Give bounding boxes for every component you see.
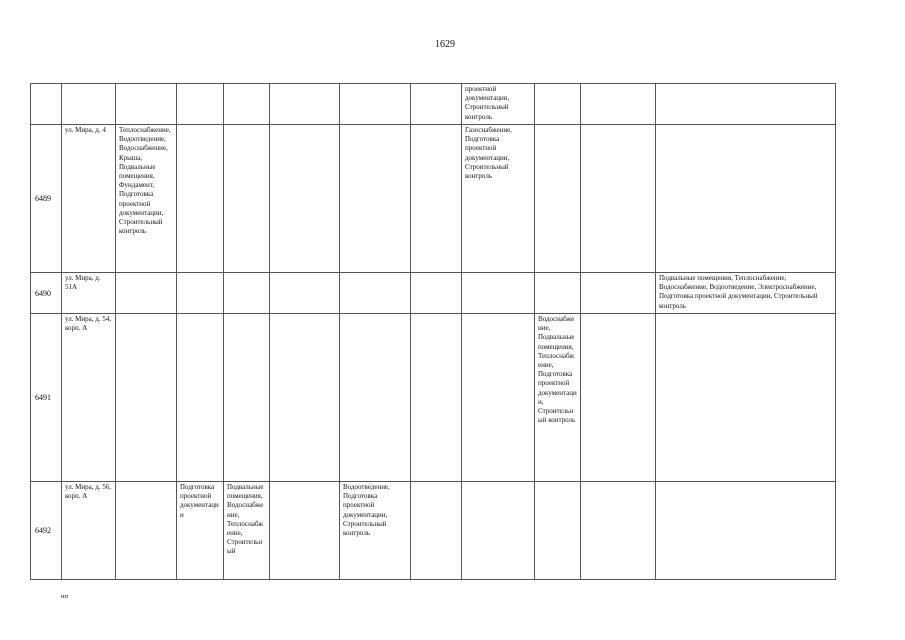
table-row xyxy=(31,482,836,580)
address-cell xyxy=(62,84,116,125)
work-cell: Теплоснабжение, Водоотведение, Водоснабжение, Крыша, Подвальные помещения, Фундамент, Подготовка проектной документации, Строительный контроль xyxy=(116,125,177,273)
work-cell xyxy=(462,273,535,314)
work-cell xyxy=(581,273,656,314)
work-cell xyxy=(535,482,581,580)
work-cell xyxy=(116,314,177,482)
work-cell xyxy=(340,273,411,314)
table-row xyxy=(31,125,836,273)
address-cell: ул. Мира, д. 51А xyxy=(62,273,116,314)
work-cell xyxy=(656,84,836,125)
work-cell xyxy=(270,314,340,482)
work-cell: проектной документации, Строительный контроль xyxy=(462,84,535,125)
work-cell xyxy=(581,125,656,273)
works-table xyxy=(30,83,836,580)
work-cell xyxy=(224,314,270,482)
work-cell xyxy=(116,273,177,314)
work-cell xyxy=(411,84,462,125)
work-cell xyxy=(224,125,270,273)
work-cell xyxy=(462,314,535,482)
work-cell xyxy=(340,125,411,273)
work-cell xyxy=(224,273,270,314)
footer-mark: нп xyxy=(61,593,68,600)
work-cell xyxy=(177,125,224,273)
row-number: 6490 xyxy=(31,273,62,314)
work-cell: Водоснабжение, Подвальные помещения, Теплоснабжение, Подготовка проектной документации, Строительный контроль xyxy=(535,314,581,482)
work-cell xyxy=(535,125,581,273)
work-cell: Газоснабжение, Подготовка проектной документации, Строительный контроль xyxy=(462,125,535,273)
row-number xyxy=(31,84,62,125)
work-cell xyxy=(224,84,270,125)
page-number: 1629 xyxy=(435,39,455,50)
work-cell xyxy=(535,273,581,314)
work-cell xyxy=(270,482,340,580)
work-cell xyxy=(656,482,836,580)
work-cell xyxy=(270,84,340,125)
work-cell: Подвальные помещения, Теплоснабжение, Водоснабжение, Водоотведение, Электроснабжение, Подготовка проектной документации, Строительный контроль xyxy=(656,273,836,314)
table-row xyxy=(31,273,836,314)
work-cell xyxy=(411,482,462,580)
table-row xyxy=(31,314,836,482)
work-cell xyxy=(462,482,535,580)
work-cell xyxy=(535,84,581,125)
work-cell xyxy=(116,482,177,580)
work-cell xyxy=(411,125,462,273)
work-cell xyxy=(340,314,411,482)
address-cell: ул. Мира, д. 56, корп. А xyxy=(62,482,116,580)
row-number: 6491 xyxy=(31,314,62,482)
work-cell xyxy=(581,84,656,125)
work-cell xyxy=(340,84,411,125)
work-cell xyxy=(177,314,224,482)
work-cell xyxy=(177,273,224,314)
work-cell xyxy=(116,84,177,125)
work-cell xyxy=(177,84,224,125)
work-cell xyxy=(656,125,836,273)
work-cell xyxy=(656,314,836,482)
work-cell xyxy=(411,314,462,482)
work-cell: Водоотведение, Подготовка проектной документации, Строительный контроль xyxy=(340,482,411,580)
address-cell: ул. Мира, д. 54, корп. А xyxy=(62,314,116,482)
work-cell: Подготовка проектной документации xyxy=(177,482,224,580)
work-cell xyxy=(581,314,656,482)
row-number: 6489 xyxy=(31,125,62,273)
address-cell: ул. Мира, д. 4 xyxy=(62,125,116,273)
work-cell xyxy=(270,125,340,273)
row-number: 6492 xyxy=(31,482,62,580)
work-cell: Подвальные помещения, Водоснабжение, Теплоснабжение, Строительный xyxy=(224,482,270,580)
work-cell xyxy=(581,482,656,580)
work-cell xyxy=(411,273,462,314)
work-cell xyxy=(270,273,340,314)
table-row xyxy=(31,84,836,125)
